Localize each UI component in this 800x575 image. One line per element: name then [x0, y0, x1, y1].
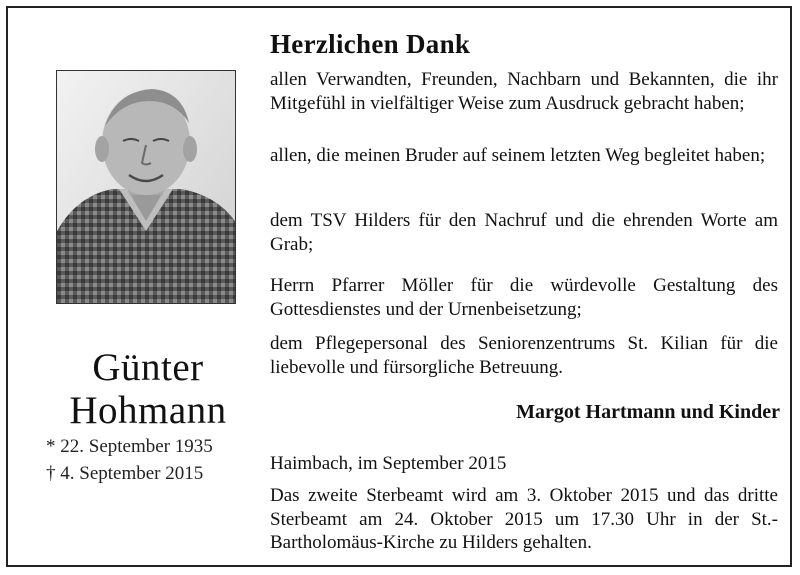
obituary-notice: [6, 6, 792, 567]
portrait-photo: [56, 70, 236, 304]
deceased-last-name: Hohmann: [69, 389, 227, 432]
signature: Margot Hartmann und Kinder: [516, 401, 780, 423]
portrait-image: [57, 71, 235, 303]
notice-headline: Herzlichen Dank: [270, 29, 471, 59]
thanks-paragraph: allen Verwandten, Freunden, Nachbarn und Bekannten, die ihr Mitgefühl in vielfältiger Weise zum Ausdruck gebracht haben;: [270, 69, 778, 114]
death-date: † 4. September 2015: [46, 463, 204, 484]
birth-date: * 22. September 1935: [46, 436, 213, 457]
thanks-paragraph: dem TSV Hilders für den Nachruf und die ehrenden Worte am Grab;: [270, 210, 778, 255]
thanks-paragraph: Herrn Pfarrer Möller für die würdevolle Gestaltung des Gottesdienstes und der Urnenbeisetzung;: [270, 275, 778, 320]
thanks-paragraph: dem Pflegepersonal des Seniorenzentrums St. Kilian für die liebevolle und fürsorgliche Betreuung.: [270, 333, 778, 378]
deceased-first-name: Günter: [92, 346, 204, 389]
thanks-paragraph: allen, die meinen Bruder auf seinem letzten Weg begleitet haben;: [270, 145, 766, 166]
closing-paragraph: Das zweite Sterbeamt wird am 3. Oktober 2015 und das dritte Sterbeamt am 24. Oktober 2015 um 17.30 Uhr in der St.-Bartholomäus-Kirche zu Hilders gehalten.: [270, 485, 778, 553]
left-column: [8, 8, 263, 565]
right-column: [270, 8, 780, 565]
place-date: Haimbach, im September 2015: [270, 453, 507, 474]
